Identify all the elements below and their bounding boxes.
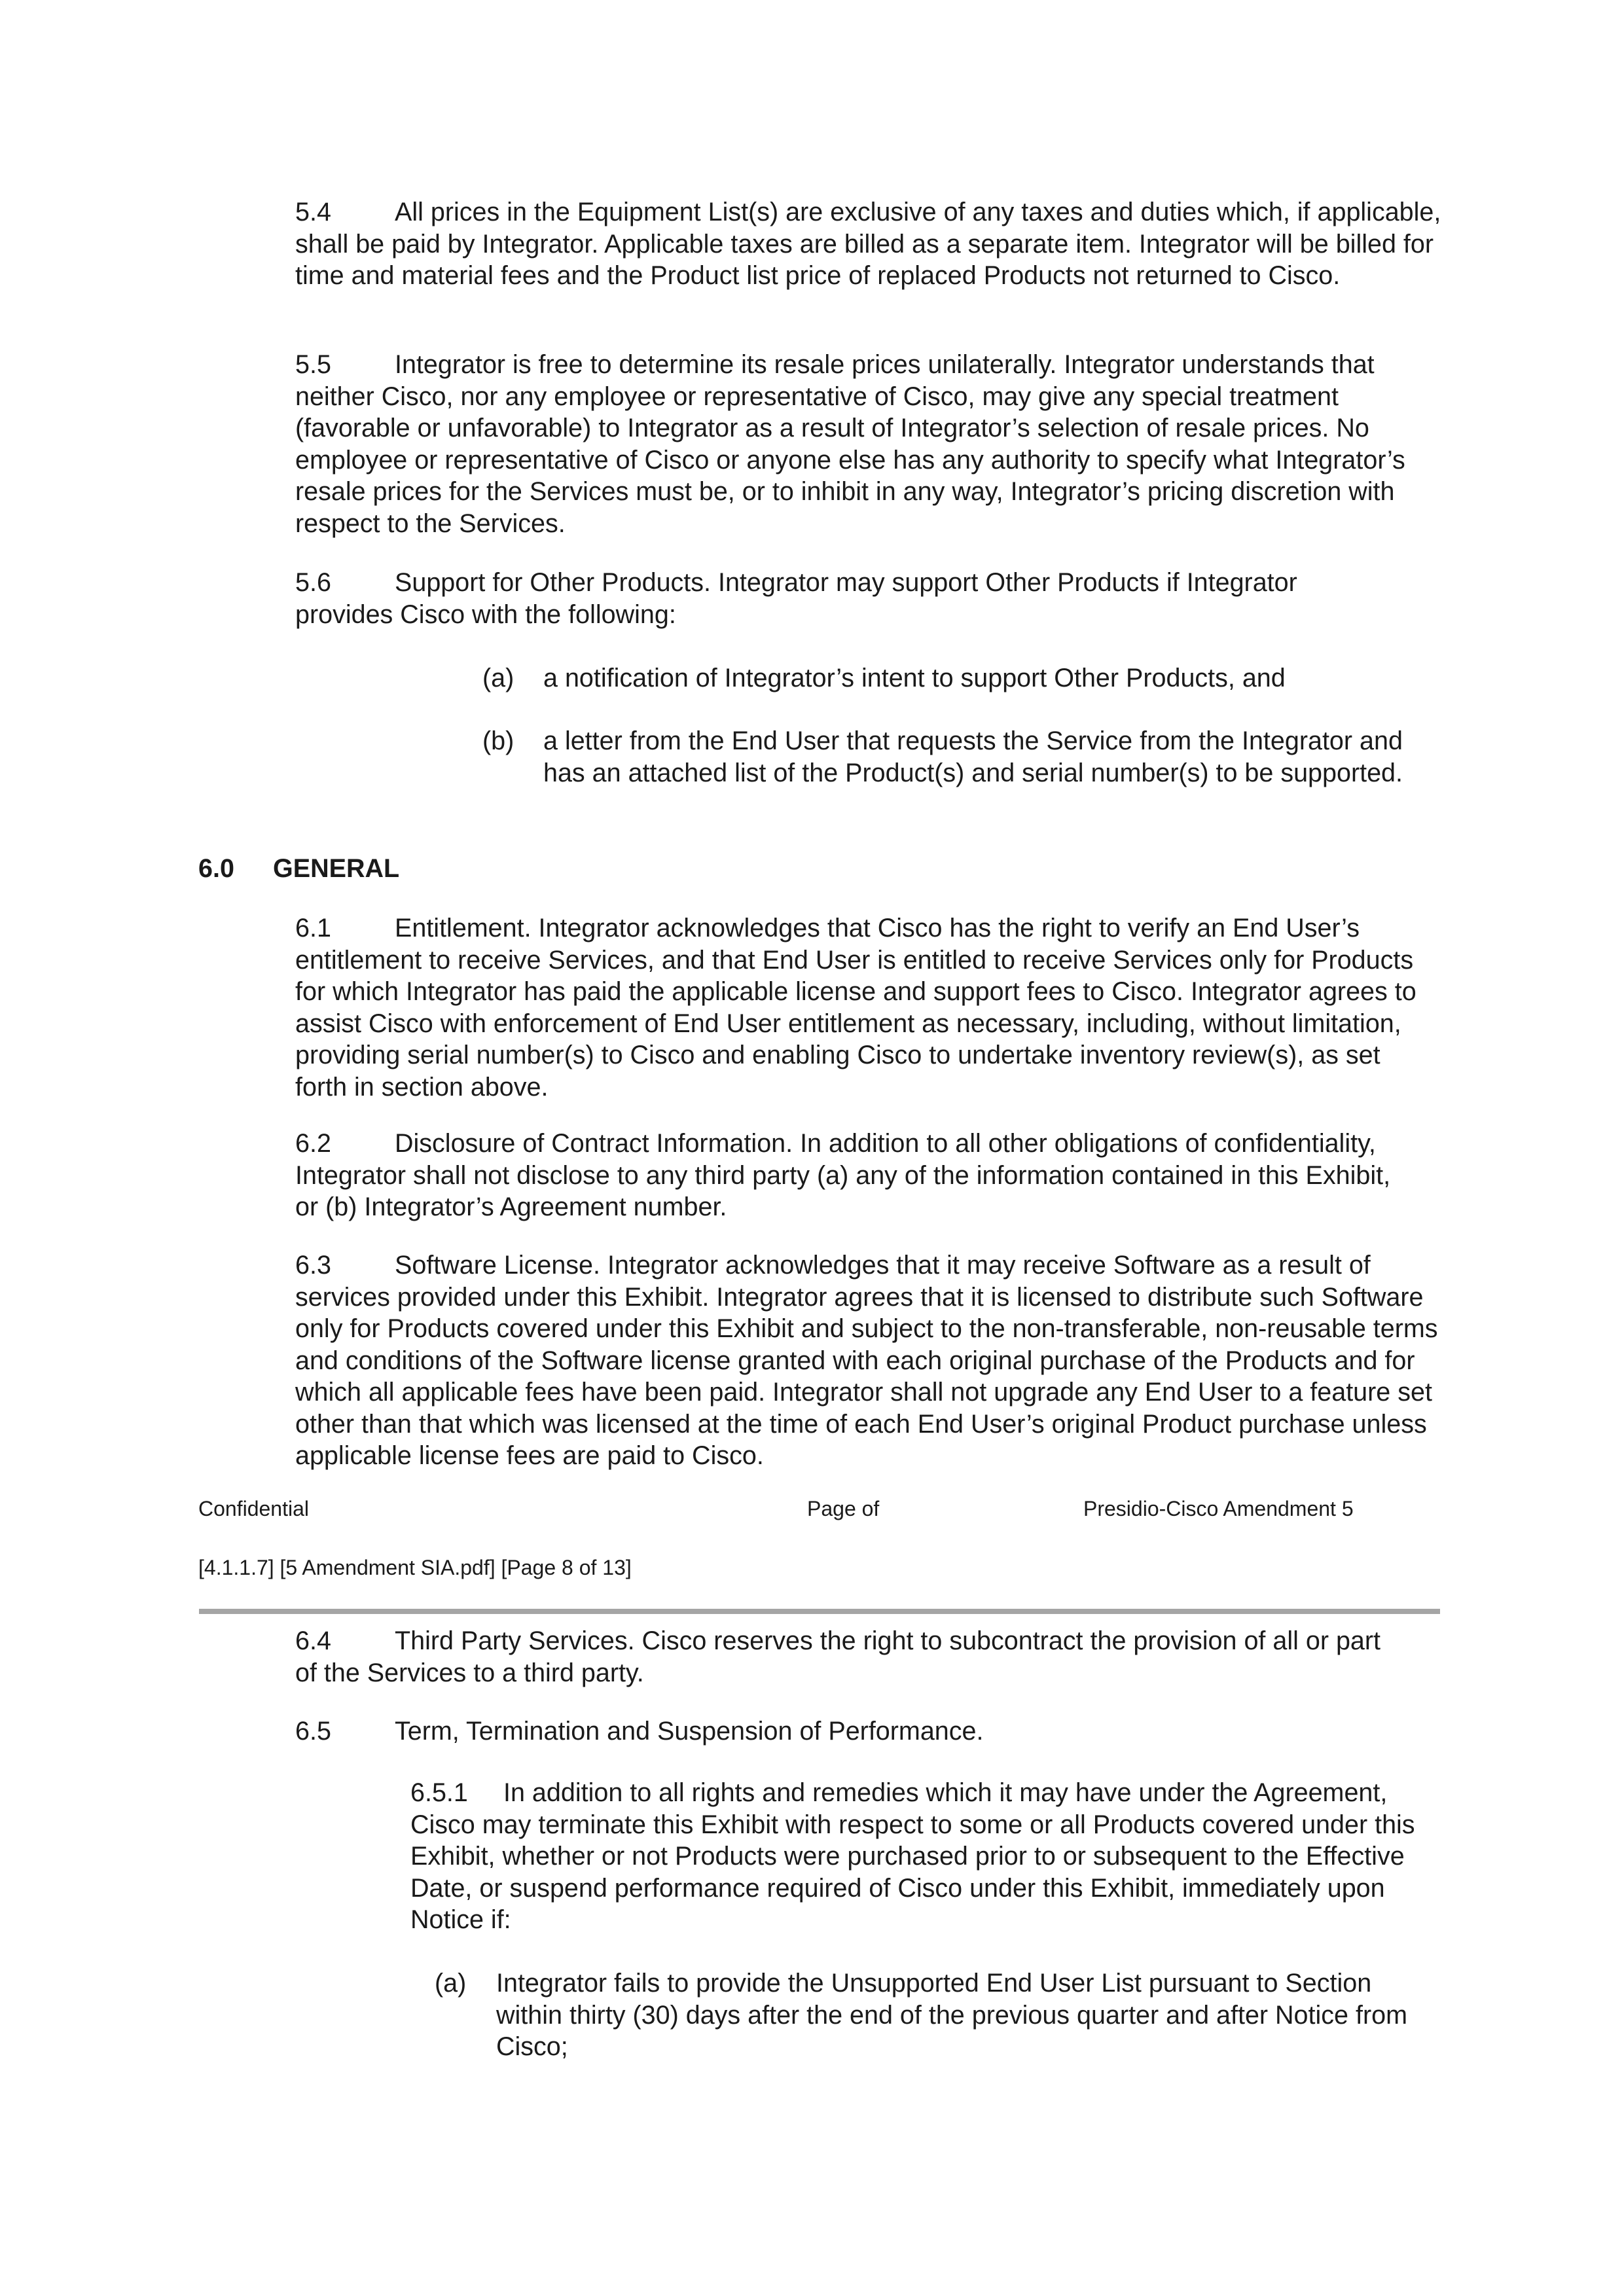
section-text: Disclosure of Contract Information. In addition to all other obligations of confidentiality, Integrator shall not disclose to any third party (a) any of the information contained in this Exhibit, or (b) Integrator’s Agreement number. — [295, 1129, 1391, 1221]
heading-number: 6.0 — [198, 854, 234, 883]
paragraph-5-4 — [295, 196, 1447, 292]
paragraph-6-1 — [295, 912, 1434, 1103]
section-number: 6.2 — [295, 1129, 331, 1158]
list-item-6-5-1-a — [435, 1967, 1443, 2066]
section-heading-6-0 — [198, 853, 399, 885]
footer-page-number: Page of — [807, 1497, 880, 1520]
section-text: Support for Other Products. Integrator may support Other Products if Integrator provides Cisco with the following: — [295, 568, 1297, 629]
paragraph-5-5 — [295, 349, 1447, 539]
section-number: 6.4 — [295, 1626, 331, 1655]
section-text: Integrator is free to determine its resale prices unilaterally. Integrator understands that neither Cisco, nor any employee or representative of Cisco, may give any special treatment (favorable or unfavorable) to Integrator as a result of Integrator’s selection of resale prices. No employee or representative of Cisco or anyone else has any authority to specify what Integrator’s resale prices for the Services must be, or to inhibit in any way, Integrator’s pricing discretion with respect to the Services. — [295, 350, 1405, 538]
list-item-text: a letter from the End User that requests the Service from the Integrator and has an attached list of the Product(s) and serial number(s) to be supported. — [543, 726, 1403, 787]
page-divider — [199, 1609, 1440, 1614]
list-item-label: (a) — [482, 664, 514, 692]
section-text: Term, Termination and Suspension of Performance. — [395, 1717, 984, 1746]
section-text: All prices in the Equipment List(s) are exclusive of any taxes and duties which, if applicable, shall be paid by Integrator. Applicable taxes are billed as a separate item. Integrator will be billed for time and material fees and the Product list price of replaced Products not returned to Cisco. — [295, 198, 1441, 290]
paragraph-5-6 — [295, 567, 1369, 630]
paragraph-6-2 — [295, 1128, 1408, 1223]
paragraph-6-5-1 — [410, 1777, 1418, 1936]
list-item-5-6-b — [482, 725, 1445, 823]
list-item-text: a notification of Integrator’s intent to support Other Products, and — [543, 664, 1286, 692]
paragraph-6-3 — [295, 1249, 1454, 1472]
section-number: 5.6 — [295, 568, 331, 597]
footer-document-title: Presidio-Cisco Amendment 5 — [1083, 1497, 1354, 1520]
section-text: Software License. Integrator acknowledges that it may receive Software as a result of services provided under this Exhibit. Integrator agrees that it is licensed to distribute such Software only for Products covered under this Exhibit and subject to the non-transferable, non-reusable terms and conditions of the Software license granted with each original purchase of the Products and for which all applicable fees have been paid. Integrator shall not upgrade any End User to a feature set other than that which was licensed at the time of each End User’s original Product purchase unless applicable license fees are paid to Cisco. — [295, 1251, 1438, 1470]
list-item-text: Integrator fails to provide the Unsupported End User List pursuant to Section within thirty (30) days after the end of the previous quarter and after Notice from Cisco; — [496, 1969, 1407, 2061]
list-item-label: (a) — [435, 1969, 467, 1998]
footer-confidential: Confidential — [198, 1497, 309, 1520]
paragraph-6-4 — [295, 1625, 1408, 1689]
list-item-label: (b) — [482, 726, 514, 755]
section-number: 5.4 — [295, 198, 331, 226]
source-reference: [4.1.1.7] [5 Amendment SIA.pdf] [Page 8 of 13] — [198, 1556, 632, 1579]
section-number: 6.3 — [295, 1251, 331, 1280]
section-text: Entitlement. Integrator acknowledges that Cisco has the right to verify an End User’s entitlement to receive Services, and that End User is entitled to receive Services only for Products for which Integrator has paid the applicable license and support fees to Cisco. Integrator agrees to assist Cisco with enforcement of End User entitlement as necessary, including, without limitation, providing serial number(s) to Cisco and enabling Cisco to undertake inventory review(s), as set forth in section above. — [295, 914, 1416, 1102]
paragraph-6-5 — [295, 1715, 1408, 1748]
section-text: In addition to all rights and remedies which it may have under the Agreement, Cisco may terminate this Exhibit with respect to some or all Products covered under this Exhibit, whether or not Products were purchased prior to or subsequent to the Effective Date, or suspend performance required of Cisco under this Exhibit, immediately upon Notice if: — [410, 1778, 1415, 1934]
section-text: Third Party Services. Cisco reserves the right to subcontract the provision of all or part of the Services to a third party. — [295, 1626, 1381, 1687]
list-item-5-6-a — [482, 662, 1445, 695]
section-number: 5.5 — [295, 350, 331, 379]
section-number: 6.1 — [295, 914, 331, 942]
section-number: 6.5.1 — [410, 1778, 468, 1807]
section-number: 6.5 — [295, 1717, 331, 1746]
heading-title: GENERAL — [273, 854, 400, 883]
